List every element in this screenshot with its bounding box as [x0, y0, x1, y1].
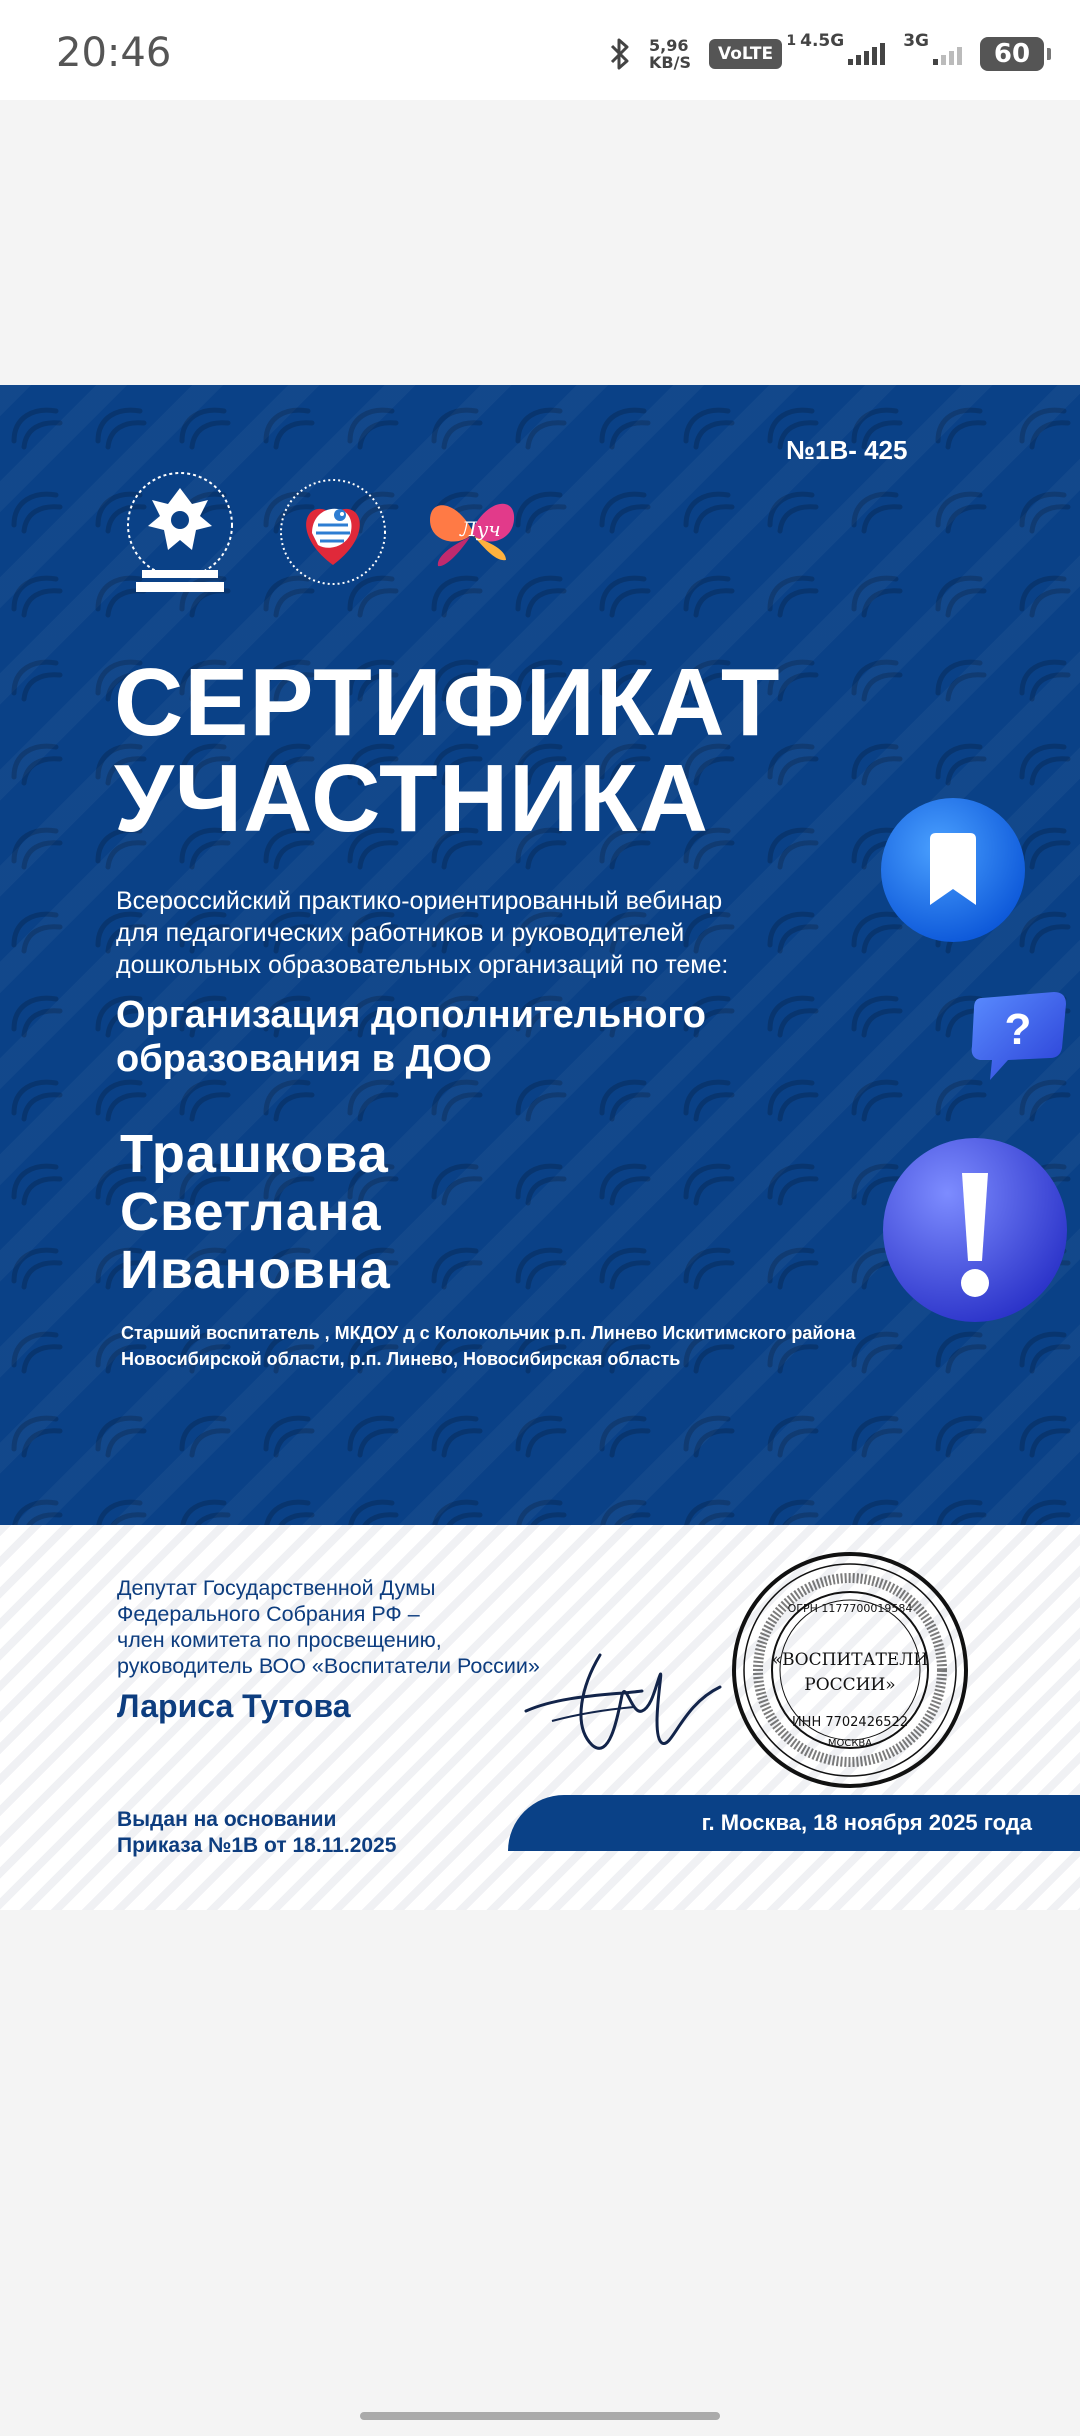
- issue-basis-line-2: Приказа №1В от 18.11.2025: [117, 1834, 397, 1857]
- battery-level: 60: [993, 39, 1031, 69]
- position-line-1: Старший воспитатель , МКДОУ д с Колокольчик р.п. Линево Искитимского района: [121, 1323, 856, 1343]
- signer-name: Лариса Тутова: [117, 1688, 351, 1724]
- network-speed: [649, 37, 691, 71]
- signer-role-line-3: член комитета по просвещению,: [117, 1628, 442, 1652]
- stamp-inn: ИНН 7702426522: [791, 1715, 909, 1730]
- participant-surname: Трашкова: [120, 1124, 389, 1184]
- luch-butterfly-logo: [426, 490, 518, 572]
- home-indicator[interactable]: [360, 2412, 720, 2420]
- signal-4-5g: [800, 31, 885, 65]
- status-bar: [0, 0, 1080, 100]
- stamp-ogrn: ОГРН 1177700019584: [787, 1602, 913, 1615]
- net-type-1: 4.5G: [800, 31, 845, 51]
- question-bubble-icon: [968, 988, 1068, 1084]
- battery-icon: [980, 37, 1044, 71]
- volte-badge: [709, 33, 797, 69]
- status-icons: [609, 32, 1044, 76]
- national-project-heart-bird-logo: [278, 477, 388, 587]
- signer-role: [117, 1575, 587, 1679]
- event-description-line-1: Всероссийский практико-ориентированный вебинар: [116, 887, 723, 915]
- title-line-1: СЕРТИФИКАТ: [114, 649, 781, 756]
- signal-weak-icon: [933, 43, 962, 65]
- exclamation-badge-icon: [880, 1133, 1070, 1328]
- stamp-center-line-1: «ВОСПИТАТЕЛИ: [771, 1650, 929, 1670]
- signal-icon: [848, 43, 885, 65]
- title-line-2: УЧАСТНИКА: [114, 745, 709, 852]
- place-date: г. Москва, 18 ноября 2025 года: [701, 1810, 1032, 1835]
- webinar-topic: [116, 993, 876, 1081]
- topic-line-1: Организация дополнительного: [116, 994, 706, 1036]
- signature-image: [522, 1625, 722, 1765]
- network-speed-value: 5,96: [649, 36, 689, 55]
- participant-patronymic: Ивановна: [120, 1240, 391, 1300]
- certificate-footer: [0, 1525, 1080, 1910]
- network-speed-unit: KB/S: [649, 53, 691, 72]
- svg-text:Луч: Луч: [460, 517, 501, 541]
- event-description-line-3: дошкольных образовательных организаций по теме:: [116, 951, 729, 979]
- signer-role-line-1: Депутат Государственной Думы: [117, 1576, 436, 1600]
- place-date-band: [508, 1795, 1080, 1851]
- signer-role-line-4: руководитель ВОО «Воспитатели России»: [117, 1654, 540, 1678]
- certificate-title: [114, 649, 781, 852]
- participant-name: [120, 1125, 391, 1299]
- certificate-header: [0, 385, 1080, 1525]
- svg-text:?: ?: [1004, 1005, 1032, 1054]
- status-time: 20:46: [56, 30, 172, 76]
- volte-sim-number: 1: [786, 33, 797, 49]
- bookmark-badge-icon: [878, 795, 1028, 945]
- participant-first-name: Светлана: [120, 1182, 382, 1242]
- signal-3g: [903, 31, 962, 65]
- signer-role-line-2: Федерального Собрания РФ –: [117, 1602, 420, 1626]
- stamp-city: МОСКВА: [827, 1738, 873, 1749]
- certificate-number: №1В- 425: [786, 435, 908, 465]
- issue-basis: [117, 1807, 396, 1859]
- voo-vospitateli-rossii-logo: [120, 470, 240, 595]
- organization-stamp: [730, 1550, 970, 1790]
- issue-basis-line-1: Выдан на основании: [117, 1808, 337, 1831]
- volte-label: VoLTE: [717, 44, 774, 64]
- participant-position: [121, 1320, 921, 1372]
- bluetooth-icon: [609, 37, 631, 71]
- position-line-2: Новосибирской области, р.п. Линево, Новосибирская область: [121, 1349, 681, 1369]
- stamp-center-line-2: РОССИИ»: [804, 1675, 896, 1695]
- topic-line-2: образования в ДОО: [116, 1038, 492, 1080]
- event-description-line-2: для педагогических работников и руководителей: [116, 919, 685, 947]
- net-type-2: 3G: [903, 31, 929, 51]
- event-description: [116, 885, 876, 981]
